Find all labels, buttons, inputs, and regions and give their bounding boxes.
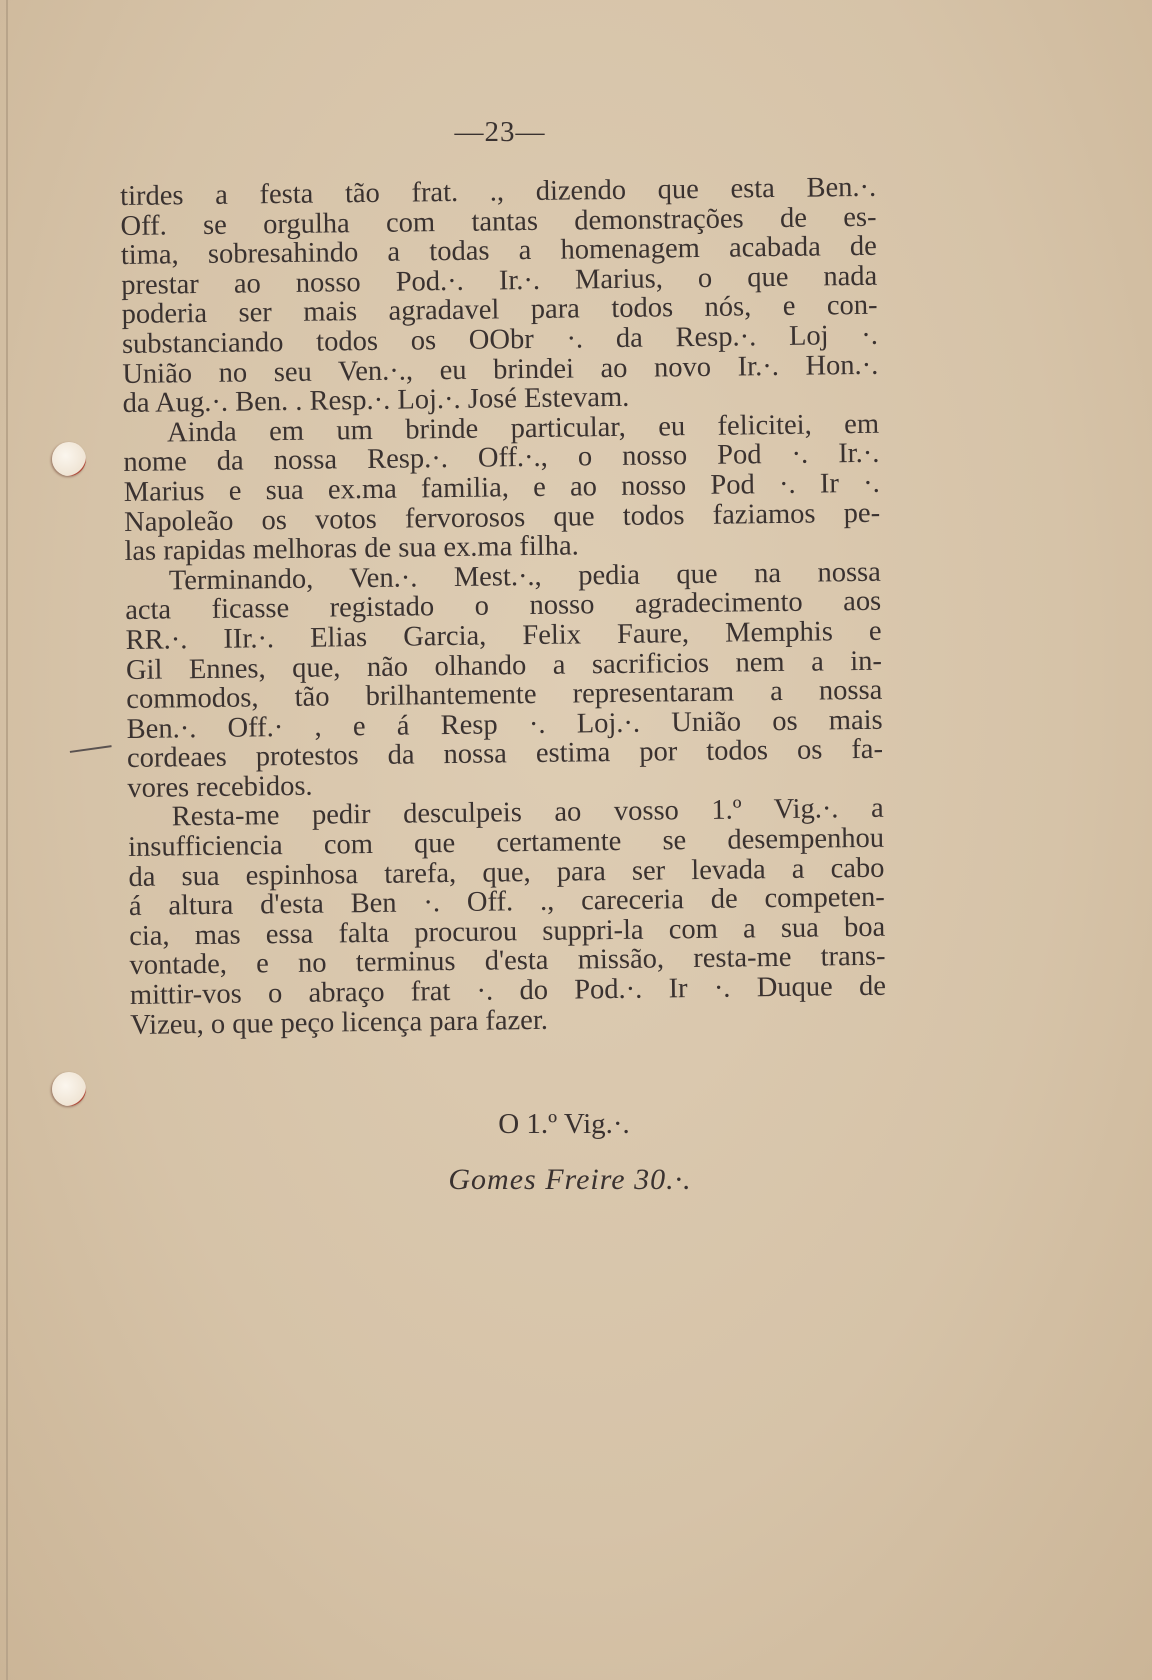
text-line: vontade, e no terminus d'esta missão, resta-me trans- <box>129 941 886 982</box>
text-line: tirdes a festa tão frat. ., dizendo que esta Ben.·. <box>119 171 877 212</box>
text-line: poderia ser mais agradavel para todos nós, e con- <box>121 290 878 331</box>
text-line: Off. se orgulha com tantas demonstrações de es- <box>120 201 877 242</box>
text-line: cordeaes protestos da nossa estima por todos os fa- <box>126 734 884 775</box>
text-line: nome da nossa Resp.·. Off.·., o nosso Pod ·. Ir.·. <box>123 438 880 479</box>
margin-pencil-mark <box>70 745 112 757</box>
text-line: Ainda em um brinde particular, eu felicitei, em <box>166 408 880 449</box>
text-line: cia, mas essa falta procurou suppri-la com a sua boa <box>129 911 886 952</box>
text-line: Resta-me pedir desculpeis ao vosso 1.º Vig.·. a <box>171 793 884 833</box>
text-line: mittir-vos o abraço frat ·. do Pod.·. Ir ·. Duque de <box>129 970 887 1011</box>
text-line: Vizeu, o que peço licença para fazer. <box>130 1004 549 1041</box>
text-line: União no seu Ven.·., eu brindei ao novo Ir.·. Hon.·. <box>122 349 879 390</box>
text-line: insufficiencia com que certamente se desempenhou <box>127 822 885 864</box>
text-line: Napoleão os votos fervorosos que todos faziamos pe- <box>123 497 881 538</box>
text-line: Marius e sua ex.ma familia, e ao nosso Pod ·. Ir ·. <box>123 467 880 508</box>
text-line: Terminando, Ven.·. Mest.·., pedia que na nossa <box>168 556 882 597</box>
text-line: acta ficasse registado o nosso agradecimento aos <box>125 586 882 627</box>
text-line: á altura d'esta Ben ·. Off. ., careceria de competen- <box>128 881 885 923</box>
text-line: prestar ao nosso Pod.·. Ir.·. Marius, o que nada <box>121 260 878 301</box>
text-line: da Aug.·. Ben. . Resp.·. Loj.·. José Estevam. <box>122 381 630 420</box>
text-line: Gil Ennes, que, não olhando a sacrificios nem a in- <box>125 645 883 686</box>
page-number: —23— <box>454 116 546 148</box>
text-line: commodos, tão brilhantemente representaram a nossa <box>126 674 883 716</box>
text-line: da sua espinhosa tarefa, que, para ser levada a cabo <box>128 852 885 893</box>
text-line: Ben.·. Off.· , e á Resp ·. Loj.·. União os mais <box>126 704 883 745</box>
signature-name: Gomes Freire 30.·. <box>448 1163 692 1196</box>
punch-hole <box>52 442 86 476</box>
signature-title: O 1.º Vig.·. <box>498 1108 630 1140</box>
binding-edge <box>6 0 8 1680</box>
text-line: substanciando todos os OObr ·. da Resp.·. Loj ·. <box>121 319 879 360</box>
text-line: tima, sobresahindo a todas a homenagem acabada de <box>120 230 878 272</box>
text-line: las rapidas melhoras de sua ex.ma filha. <box>124 530 579 568</box>
text-line: vores recebidos. <box>127 770 313 804</box>
punch-hole <box>52 1072 86 1106</box>
text-line: RR.·. IIr.·. Elias Garcia, Felix Faure, Memphis e <box>125 615 882 656</box>
body-text <box>120 173 886 1040</box>
